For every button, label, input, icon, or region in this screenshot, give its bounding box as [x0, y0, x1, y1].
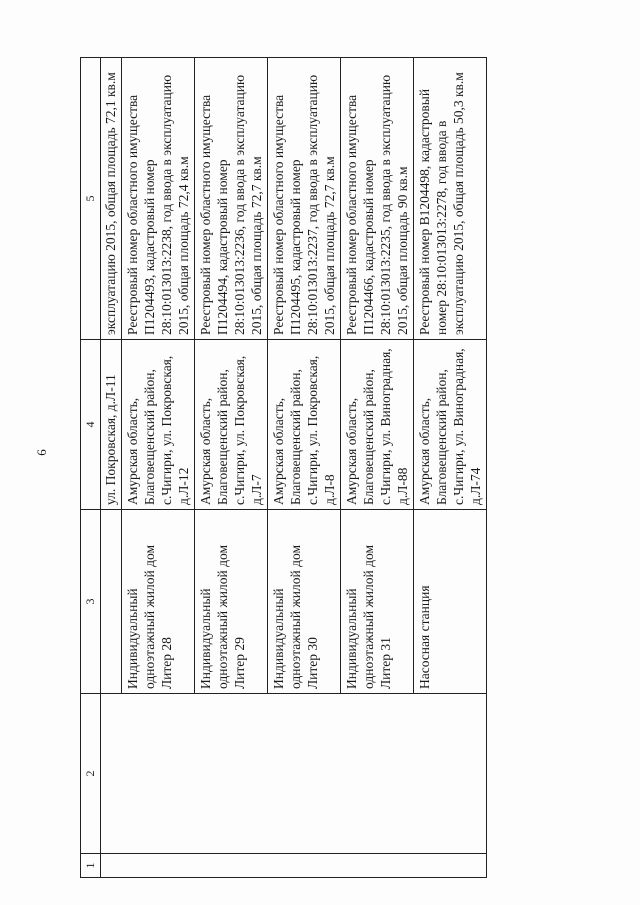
header-col-5: 5	[81, 58, 101, 340]
cell-address: Амурская область, Благовещенский район, с.Чигири, ул. Покровская, д.Л-7	[195, 340, 268, 510]
cell-details: Реестровый номер В1204498, кадастровый номер 28:10:013013:2278, год ввода в эксплуатацию 2015, общая площадь 50,3 кв.м	[414, 58, 487, 340]
cell-address: Амурская область, Благовещенский район, с.Чигири, ул. Виноградная, д.Л-88	[341, 340, 414, 510]
cell-col-1	[101, 854, 487, 878]
table-row	[101, 58, 122, 878]
cell-details: Реестровый номер областного имущества П1204495, кадастровый номер 28:10:013013:2237, год ввода в эксплуатацию 2015, общая площадь 72,7 кв.м	[268, 58, 341, 340]
cell-details: Реестровый номер областного имущества П1204493, кадастровый номер 28:10:013013:2238, год ввода в эксплуатацию 2015, общая площадь 72,4 кв.м	[122, 58, 195, 340]
cell-address: Амурская область, Благовещенский район, с.Чигири, ул. Покровская, д.Л-8	[268, 340, 341, 510]
cell-name: Индивидуальный одноэтажный жилой дом Литер 30	[268, 510, 341, 694]
cell-address: ул. Покровская, д.Л-11	[101, 340, 122, 510]
property-table	[80, 57, 487, 878]
page-number: 6	[33, 449, 49, 456]
cell-name: Индивидуальный одноэтажный жилой дом Литер 31	[341, 510, 414, 694]
header-col-3: 3	[81, 510, 101, 694]
header-col-1: 1	[81, 854, 101, 878]
cell-name: Насосная станция	[414, 510, 487, 694]
cell-name: Индивидуальный одноэтажный жилой дом Литер 28	[122, 510, 195, 694]
cell-name	[101, 510, 122, 694]
cell-address: Амурская область, Благовещенский район, с.Чигири, ул. Виноградная, д.Л-74	[414, 340, 487, 510]
cell-col-2	[101, 694, 487, 854]
cell-name: Индивидуальный одноэтажный жилой дом Литер 29	[195, 510, 268, 694]
rotated-table-frame	[80, 58, 600, 878]
cell-details: эксплуатацию 2015, общая площадь 72,1 кв.м	[101, 58, 122, 340]
cell-address: Амурская область, Благовещенский район, с.Чигири, ул. Покровская, д.Л-12	[122, 340, 195, 510]
header-col-2: 2	[81, 694, 101, 854]
cell-details: Реестровый номер областного имущества П1204466, кадастровый номер 28:10:013013:2235, год ввода в эксплуатацию 2015, общая площадь 90 кв.м	[341, 58, 414, 340]
header-row	[81, 58, 101, 878]
header-col-4: 4	[81, 340, 101, 510]
cell-details: Реестровый номер областного имущества П1204494, кадастровый номер 28:10:013013:2236, год ввода в эксплуатацию 2015, общая площадь 72,7 кв.м	[195, 58, 268, 340]
